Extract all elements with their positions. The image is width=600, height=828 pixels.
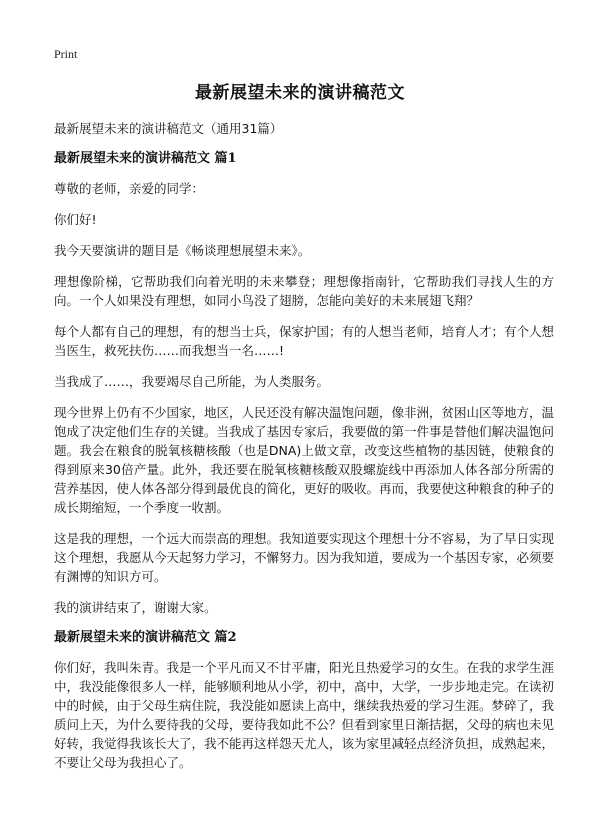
paragraph: 尊敬的老师，亲爱的同学： — [54, 181, 205, 196]
section-heading-1: 最新展望未来的演讲稿范文 篇1 — [54, 151, 237, 166]
paragraph: 这是我的理想，一个远大而崇高的理想。我知道要实现这个理想十分不容易，为了早日实现这个理想，我愿从今天起努力学习，不懈努力。因为我知道，要成为一个基因专家，必须要有渊博的知识方可。 — [54, 531, 555, 584]
paragraph: 每个人都有自己的理想，有的想当士兵，保家护国；有的人想当老师，培育人才；有个人想当医生，救死扶伤……而我想当一名……! — [54, 324, 555, 358]
print-link[interactable]: Print — [54, 47, 78, 61]
document-subtitle: 最新展望未来的演讲稿范文（通用31篇） — [54, 121, 283, 136]
paragraph: 你们好，我叫朱青。我是一个平凡而又不甘平庸，阳光且热爱学习的女生。在我的求学生涯中，我没能像很多人一样，能够顺利地从小学，初中，高中，大学，一步步地走完。在读初中的时候，由于父母生病住院，我没能如愿读上高中，继续我热爱的学习生涯。梦碎了，我质问上天，为什么要待我的父母，要待我如此不公？但看到家里日渐拮据，父母的病也未见好转，我觉得我该长大了，我不能再这样怨天尤人，该为家里减轻点经济负担，成熟起来，不要让父母为我担心了。 — [54, 660, 555, 770]
paragraph: 我的演讲结束了，谢谢大家。 — [54, 600, 217, 615]
section-heading-2: 最新展望未来的演讲稿范文 篇2 — [54, 630, 237, 645]
document-body — [54, 120, 554, 784]
paragraph: 理想像阶梯，它帮助我们向着光明的未来攀登；理想像指南针，它帮助我们寻找人生的方向。一个人如果没有理想，如同小鸟没了翅膀，怎能向美好的未来展翅飞翔？ — [54, 274, 554, 308]
paragraph: 你们好! — [54, 212, 97, 227]
paragraph: 我今天要演讲的题目是《畅谈理想展望未来》。 — [54, 243, 311, 258]
paragraph: 现今世界上仍有不少国家，地区，人民还没有解决温饱问题，像非洲，贫困山区等地方，温饱成了决定他们生存的关键。当我成了基因专家后，我要做的第一件事是替他们解决温饱问题。我会在粮食的脱氧核糖核酸（也是DNA)上做文章，改变这些植物的基因链，使粮食的得到原来30倍产量。此外，我还要在脱氧核糖核酸双股螺旋线中再添加人体各部分所需的营养基因，使人体各部分得到最优良的简化，更好的吸收。再而，我要使这种粮食的种子的成长期缩短，一个季度一收割。 — [54, 405, 555, 515]
paragraph: 当我成了……，我要竭尽自己所能，为人类服务。 — [54, 374, 330, 389]
page-title: 最新展望未来的演讲稿范文 — [195, 83, 405, 103]
